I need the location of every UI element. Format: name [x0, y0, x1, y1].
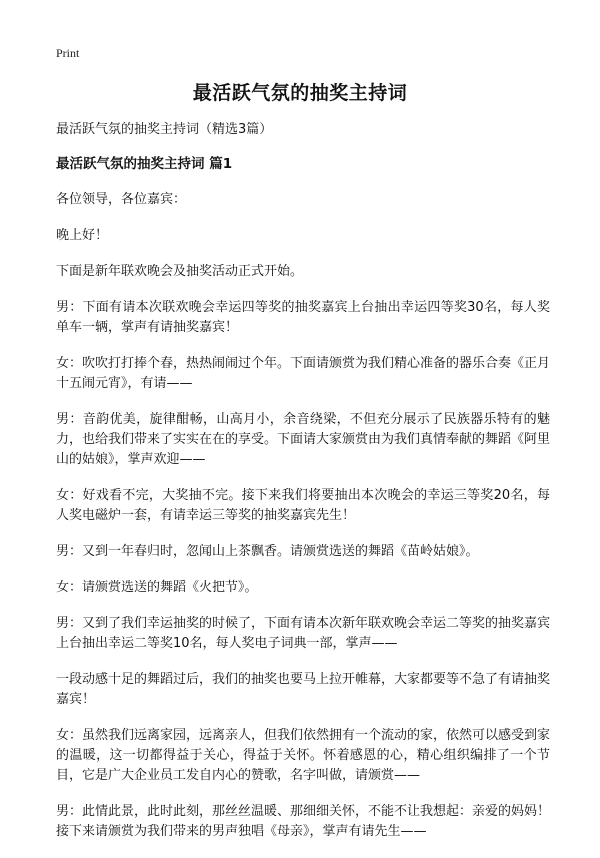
- paragraph: 男：又到一年春归时，忽闻山上茶飘香。请颁赏选送的舞蹈《苗岭姑娘》。: [56, 544, 479, 559]
- paragraph: 男：又到了我们幸运抽奖的时候了，下面有请本次新年联欢晚会幸运二等奖的抽奖嘉宾上台抽出幸运二等奖10名，每人奖电子词典一部，掌声——: [56, 616, 551, 651]
- paragraph: 女：请颁赏选送的舞蹈《火把节》。: [56, 580, 258, 595]
- paragraph: 女：虽然我们远离家园，远离亲人，但我们依然拥有一个流动的家，依然可以感受到家的温暖，这一切都得益于关心，得益于关怀。怀着感恩的心，精心组织编排了一个节目，它是广大企业员工发自内心的赞歌，名字叫做，请颁赏——: [56, 728, 551, 783]
- paragraph: 女：好戏看不完，大奖抽不完。接下来我们将要抽出本次晚会的幸运三等奖20名，每人奖电磁炉一套，有请幸运三等奖的抽奖嘉宾先生！: [56, 488, 550, 523]
- paragraph: 一段动感十足的舞蹈过后，我们的抽奖也要马上拉开帷幕，大家都要等不急了有请抽奖嘉宾！: [56, 672, 551, 707]
- paragraph: 男：此情此景，此时此刻，那丝丝温暖、那细细关怀，不能不让我想起：亲爱的妈妈！接下来请颁赏为我们带来的男声独唱《母亲》，掌声有请先生——: [56, 804, 551, 839]
- document-title: 最活跃气氛的抽奖主持词: [192, 82, 408, 104]
- paragraph: 晚上好！: [56, 228, 109, 243]
- paragraph: 女：吹吹打打捧个春，热热闹闹过个年。下面请颁赏为我们精心准备的器乐合奏《正月十五闹元宵》，有请——: [56, 356, 551, 391]
- print-link[interactable]: Print: [56, 46, 80, 60]
- paragraph: 各位领导，各位嘉宾：: [56, 192, 187, 207]
- paragraph: 男：音韵优美，旋律酣畅，山高月小，余音绕梁，不但充分展示了民族器乐特有的魅力，也给我们带来了实实在在的享受。下面请大家颁赏由为我们真情奉献的舞蹈《阿里山的姑娘》，掌声欢迎——: [56, 412, 551, 467]
- document-body: [56, 120, 550, 858]
- document-subtitle: 最活跃气氛的抽奖主持词（精选3篇）: [56, 122, 273, 137]
- paragraph: 男：下面有请本次联欢晚会幸运四等奖的抽奖嘉宾上台抽出幸运四等奖30名，每人奖单车一辆，掌声有请抽奖嘉宾！: [56, 300, 550, 335]
- paragraph: 下面是新年联欢晚会及抽奖活动正式开始。: [56, 264, 304, 279]
- section-heading: 最活跃气氛的抽奖主持词 篇1: [56, 156, 233, 172]
